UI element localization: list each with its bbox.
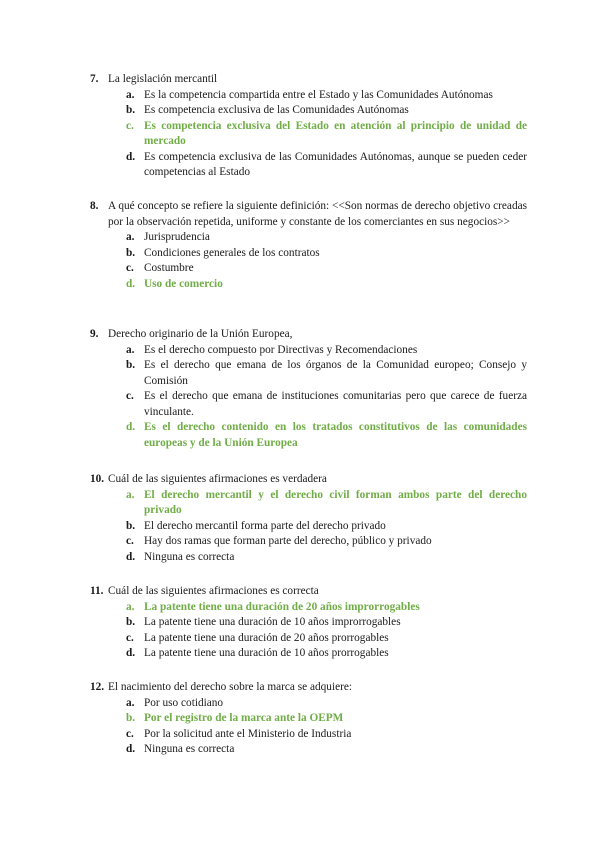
option-letter: a. (126, 231, 135, 243)
question-text: Derecho originario de la Unión Europea, (108, 328, 293, 340)
option-text: Es el derecho compuesto por Directivas y Recomendaciones (144, 343, 418, 356)
option-letter: b. (126, 359, 136, 371)
question-stem (90, 472, 527, 488)
question-stem (90, 199, 527, 230)
option-a (126, 600, 527, 616)
question-number: 7. (90, 73, 99, 85)
option-letter: a. (126, 343, 135, 356)
option-text: Hay dos ramas que forman parte del derecho, público y privado (144, 535, 432, 547)
option-c (126, 119, 527, 150)
option-d (126, 150, 527, 181)
option-letter: d. (126, 150, 136, 163)
option-text: Uso de comercio (144, 277, 223, 290)
option-c (126, 534, 527, 550)
option-text: Es competencia exclusiva de las Comunidades Autónomas, aunque se pueden ceder competencias al Estado (144, 150, 527, 178)
option-a (126, 230, 527, 246)
option-list (90, 600, 527, 662)
question-9 (90, 327, 527, 451)
question-8 (90, 199, 527, 292)
option-letter: b. (126, 519, 136, 532)
question-stem (90, 584, 527, 600)
option-letter: c. (126, 535, 134, 547)
option-d (126, 742, 527, 758)
question-stem (90, 327, 527, 343)
question-number: 10. (90, 473, 105, 485)
option-d (126, 420, 527, 451)
option-b (126, 519, 527, 535)
option-letter: b. (126, 104, 136, 116)
option-text: La patente tiene una duración de 20 años improrrogables (144, 600, 420, 613)
question-text: El nacimiento del derecho sobre la marca se adquiere: (108, 681, 353, 693)
option-b (126, 103, 527, 119)
option-text: La patente tiene una duración de 10 años prorrogables (144, 647, 389, 659)
option-text: Ninguna es correcta (144, 743, 235, 755)
option-a (126, 488, 527, 519)
option-c (126, 631, 527, 647)
option-list (90, 88, 527, 181)
option-text: El derecho mercantil forma parte del derecho privado (144, 519, 386, 532)
option-letter: c. (126, 631, 134, 644)
option-letter: b. (126, 246, 136, 259)
option-letter: d. (126, 277, 136, 290)
option-d (126, 550, 527, 566)
option-letter: c. (126, 119, 134, 132)
question-stem (90, 680, 527, 696)
question-11 (90, 584, 527, 662)
option-letter: a. (126, 488, 135, 501)
option-text: Por la solicitud ante el Ministerio de Industria (144, 727, 352, 740)
option-letter: a. (126, 600, 135, 613)
option-a (126, 696, 527, 712)
option-c (126, 389, 527, 420)
question-text: Cuál de las siguientes afirmaciones es verdadera (108, 473, 327, 485)
option-text: La patente tiene una duración de 10 años improrrogables (144, 616, 401, 628)
option-letter: c. (126, 390, 134, 402)
question-number: 12. (90, 681, 105, 693)
option-text: Es el derecho que emana de instituciones comunitarias pero que carece de fuerza vinculante. (144, 390, 527, 418)
option-text: Es competencia exclusiva de las Comunidades Autónomas (144, 104, 409, 116)
option-text: Es el derecho contenido en los tratados constitutivos de las comunidades europeas y de la Unión Europea (144, 421, 527, 449)
option-text: Ninguna es correcta (144, 550, 235, 563)
option-list (90, 343, 527, 452)
option-text: Por uso cotidiano (144, 696, 224, 709)
option-c (126, 727, 527, 743)
question-7 (90, 72, 527, 181)
option-d (126, 277, 527, 293)
option-text: El derecho mercantil y el derecho civil forman ambos parte del derecho privado (144, 488, 527, 516)
option-letter: c. (126, 262, 134, 274)
option-text: Por el registro de la marca ante la OEPM (144, 712, 344, 724)
question-text: Cuál de las siguientes afirmaciones es correcta (108, 585, 319, 597)
question-number: 11. (90, 585, 104, 597)
option-text: Es la competencia compartida entre el Estado y las Comunidades Autónomas (144, 88, 493, 101)
option-text: Es el derecho que emana de los órganos de la Comunidad europeo; Consejo y Comisión (144, 359, 527, 387)
question-text: A qué concepto se refiere la siguiente definición: <<Son normas de derecho objetivo creadas por la observación repetida, uniforme y constante de los comerciantes en sus negocios>> (108, 200, 527, 228)
option-b (126, 246, 527, 262)
option-text: La patente tiene una duración de 20 años prorrogables (144, 631, 389, 644)
question-12 (90, 680, 527, 758)
option-letter: d. (126, 743, 136, 755)
option-b (126, 358, 527, 389)
option-list (90, 696, 527, 758)
option-letter: c. (126, 727, 134, 740)
option-d (126, 646, 527, 662)
option-b (126, 711, 527, 727)
option-letter: d. (126, 550, 136, 563)
option-text: Condiciones generales de los contratos (144, 246, 320, 259)
option-letter: a. (126, 88, 135, 101)
option-list (90, 230, 527, 292)
option-list (90, 488, 527, 566)
option-c (126, 261, 527, 277)
option-letter: a. (126, 696, 135, 709)
option-letter: d. (126, 421, 136, 433)
question-stem (90, 72, 527, 88)
option-letter: b. (126, 712, 136, 724)
option-b (126, 615, 527, 631)
option-text: Es competencia exclusiva del Estado en atención al principio de unidad de mercado (144, 119, 527, 147)
option-letter: b. (126, 616, 136, 628)
option-text: Costumbre (144, 262, 194, 274)
option-text: Jurisprudencia (144, 231, 210, 243)
question-text: La legislación mercantil (108, 73, 218, 85)
option-letter: d. (126, 647, 136, 659)
question-number: 8. (90, 200, 99, 212)
option-a (126, 88, 527, 104)
question-10 (90, 472, 527, 565)
option-a (126, 343, 527, 359)
question-number: 9. (90, 328, 99, 340)
